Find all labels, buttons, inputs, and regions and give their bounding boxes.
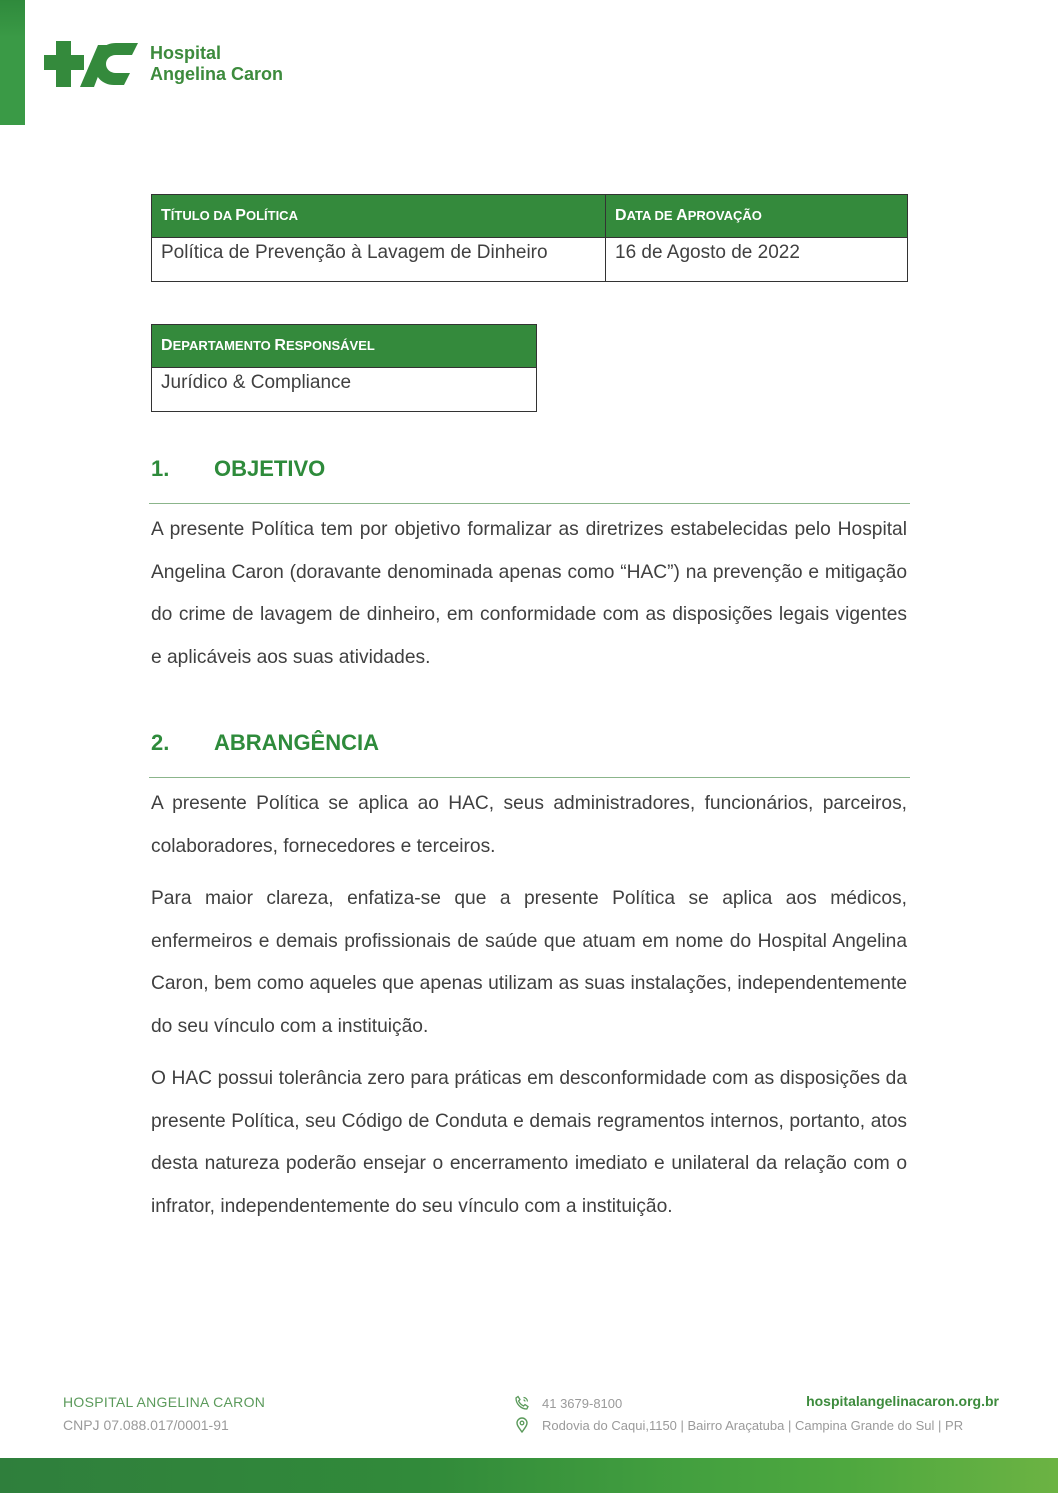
paragraph: A presente Política se aplica ao HAC, seus administradores, funcionários, parceiros, colaboradores, fornecedores e terceiros. xyxy=(151,793,907,857)
policy-title-header: TÍTULO DA POLÍTICA xyxy=(152,195,606,238)
section-title: OBJETIVO xyxy=(214,456,326,481)
section-divider xyxy=(149,503,910,504)
footer-cnpj: CNPJ 07.088.017/0001-91 xyxy=(63,1417,229,1433)
policy-title-value: Política de Prevenção à Lavagem de Dinheiro xyxy=(152,238,606,282)
policy-info-table xyxy=(151,194,908,282)
phone-icon xyxy=(514,1395,530,1411)
hac-logo-icon xyxy=(44,41,140,87)
location-pin-icon xyxy=(514,1417,530,1433)
paragraph: Para maior clareza, enfatiza-se que a presente Política se aplica aos médicos, enfermeiros e demais profissionais de saúde que atuam em nome do Hospital Angelina Caron, bem como aqueles que apenas utilizam as suas instalações, independentemente do seu vínculo com a instituição. xyxy=(151,888,907,1037)
section-title: ABRANGÊNCIA xyxy=(214,730,379,755)
hospital-logo xyxy=(44,40,283,88)
logo-line-1: Hospital xyxy=(150,43,222,63)
phone-number: 41 3679-8100 xyxy=(542,1395,623,1411)
logo-text xyxy=(150,43,283,85)
department-table xyxy=(151,324,537,412)
section-heading-abrangencia xyxy=(151,730,909,756)
section-heading-objetivo xyxy=(151,456,909,482)
footer-address xyxy=(514,1417,963,1433)
footer-phone xyxy=(514,1395,622,1411)
approval-date-header: DATA DE APROVAÇÃO xyxy=(606,195,908,238)
footer-hospital-name: HOSPITAL ANGELINA CARON xyxy=(63,1394,266,1410)
paragraph: O HAC possui tolerância zero para práticas em desconformidade com as disposições da presente Política, seu Código de Conduta e demais regramentos internos, portanto, atos desta natureza poderão ensejar o encerramento imediato e unilateral da relação com o infrator, independentemente do seu vínculo com a instituição. xyxy=(151,1068,907,1217)
address-text: Rodovia do Caqui,1150 | Bairro Araçatuba | Campina Grande do Sul | PR xyxy=(542,1417,964,1433)
department-header: DEPARTAMENTO RESPONSÁVEL xyxy=(152,325,537,368)
approval-date-value: 16 de Agosto de 2022 xyxy=(606,238,908,282)
decorative-side-bar xyxy=(0,0,25,125)
section-number: 2. xyxy=(151,730,170,755)
logo-line-2: Angelina Caron xyxy=(150,64,284,84)
department-value: Jurídico & Compliance xyxy=(152,368,537,412)
section-divider xyxy=(149,777,910,778)
section-number: 1. xyxy=(151,456,170,481)
decorative-bottom-band xyxy=(0,1458,1058,1493)
footer-website-link[interactable]: hospitalangelinacaron.org.br xyxy=(806,1393,999,1409)
paragraph: A presente Política tem por objetivo formalizar as diretrizes estabelecidas pelo Hospital Angelina Caron (doravante denominada apenas como “HAC”) na prevenção e mitigação do crime de lavagem de dinheiro, em conformidade com as disposições legais vigentes e aplicáveis aos suas atividades. xyxy=(151,519,907,668)
